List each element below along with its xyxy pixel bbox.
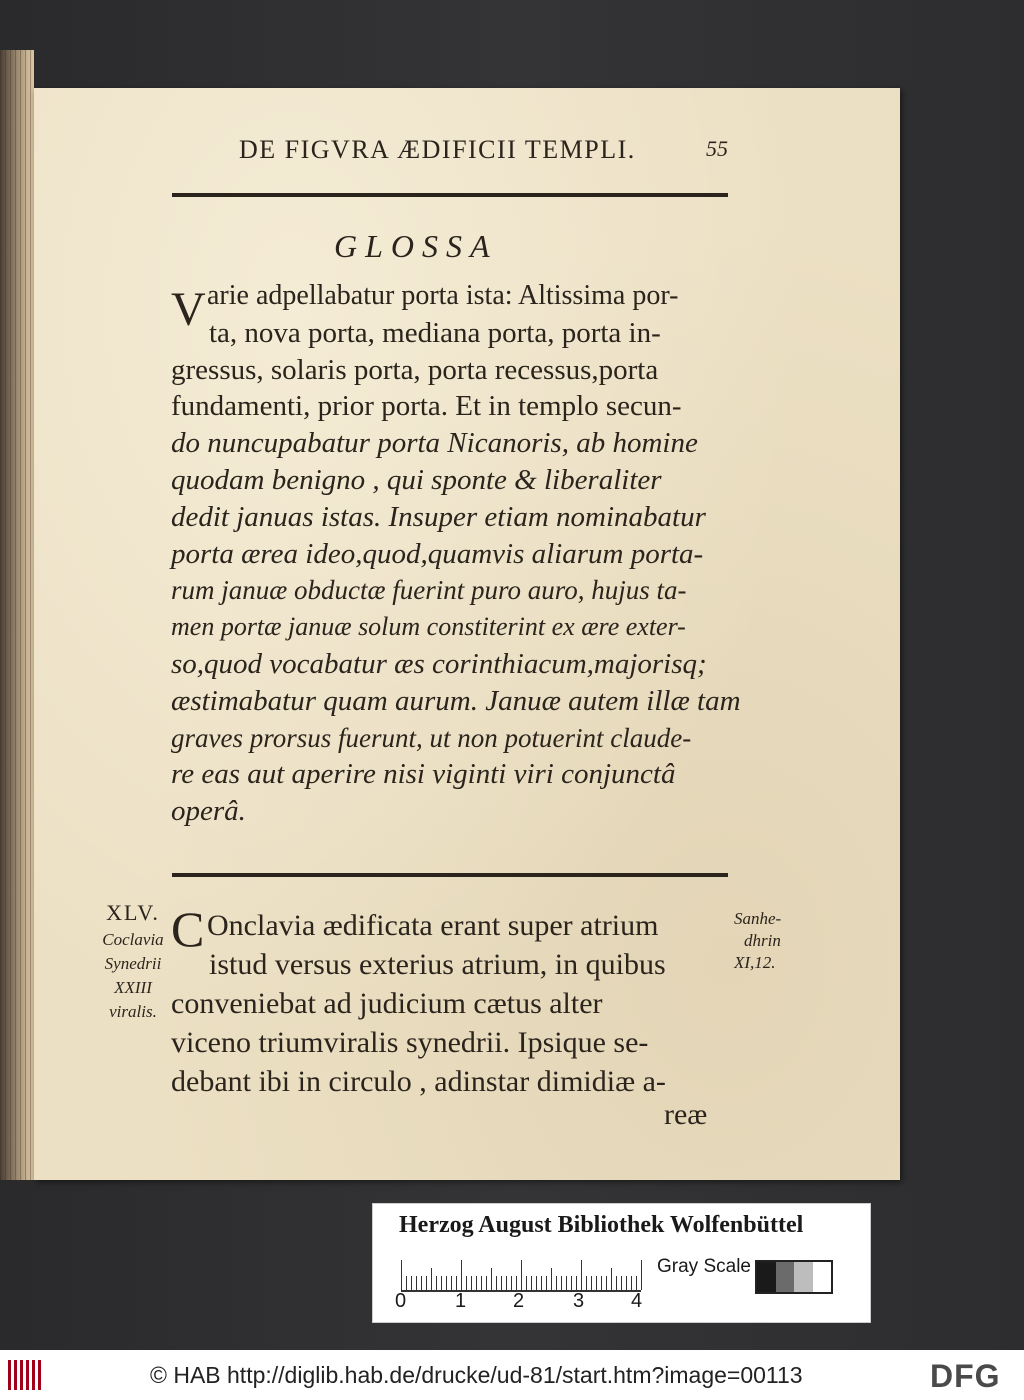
ruler-tick (401, 1260, 402, 1290)
ruler-tick (531, 1276, 532, 1290)
ruler-tick (526, 1276, 527, 1290)
book-page (34, 88, 900, 1180)
ruler-tick (631, 1276, 632, 1290)
ruler-tick (481, 1276, 482, 1290)
ruler-tick (426, 1276, 427, 1290)
gloss-heading: GLOSSA (334, 228, 498, 264)
page-number: 55 (706, 136, 728, 161)
ruler-tick (541, 1276, 542, 1290)
dfg-logo: DFG (930, 1358, 1001, 1394)
ruler-tick (511, 1276, 512, 1290)
gloss-dropcap: V (171, 283, 206, 336)
ruler-tick (611, 1268, 612, 1290)
ruler-tick (616, 1276, 617, 1290)
section-rule (172, 873, 728, 877)
gloss-line: quodam benigno , qui sponte & liberaliter (171, 463, 662, 496)
ruler-tick (536, 1276, 537, 1290)
ruler-tick (491, 1268, 492, 1290)
margin-note-line: Coclavia (102, 930, 164, 949)
ruler-tick (546, 1276, 547, 1290)
gloss-line: operâ. (171, 795, 246, 828)
gloss-line: fundamenti, prior porta. Et in templo secun- (171, 390, 682, 423)
library-name: Herzog August Bibliothek Wolfenbüttel (399, 1212, 804, 1238)
ruler-tick (561, 1276, 562, 1290)
ruler-tick (626, 1276, 627, 1290)
ruler-tick (471, 1276, 472, 1290)
gloss-line: graves prorsus fuerunt, ut non potuerint claude- (171, 722, 692, 753)
gloss-line: porta ærea ideo,quod,quamvis aliarum porta- (171, 537, 704, 570)
gloss-line: dedit januas istas. Insuper etiam nominabatur (171, 500, 706, 533)
hab-logo-icon (8, 1360, 42, 1390)
main-line: conveniebat ad judicium cætus alter (171, 987, 603, 1020)
scale-number: 3 (573, 1290, 585, 1312)
ruler-tick (521, 1260, 522, 1290)
ruler-tick (446, 1276, 447, 1290)
footer-bar (0, 1350, 1024, 1400)
main-text (171, 901, 731, 1101)
gloss-line: æstimabatur quam aurum. Januæ autem illæ tam (171, 684, 741, 717)
margin-note-line: XLV. (106, 900, 160, 925)
main-line: debant ibi in circulo , adinstar dimidiæ a- (171, 1065, 666, 1098)
gloss-line: men portæ januæ solum constiterint ex ære exter- (171, 612, 686, 642)
ruler-tick (571, 1276, 572, 1290)
scale-number: 2 (513, 1290, 525, 1312)
gloss-line: do nuncupabatur porta Nicanoris, ab homine (171, 427, 698, 460)
ruler-tick (406, 1276, 407, 1290)
ruler-tick (641, 1260, 642, 1290)
main-line: istud versus exterius atrium, in quibus (209, 948, 666, 981)
ruler-tick (596, 1276, 597, 1290)
right-margin-note (734, 908, 814, 974)
ruler-tick (461, 1260, 462, 1290)
gray-scale-label: Gray Scale (657, 1256, 751, 1277)
scale-number: 4 (631, 1290, 643, 1312)
gloss-line: re eas aut aperire nisi viginti viri conjunctâ (171, 758, 676, 791)
ruler-tick (621, 1276, 622, 1290)
ruler-tick (606, 1276, 607, 1290)
color-checker-card (372, 1203, 871, 1323)
ruler-tick (516, 1276, 517, 1290)
ruler-tick (441, 1276, 442, 1290)
ruler-tick (576, 1276, 577, 1290)
ruler-tick (431, 1268, 432, 1290)
ruler-tick (601, 1276, 602, 1290)
ruler-tick (581, 1260, 582, 1290)
ruler-tick (551, 1268, 552, 1290)
gloss-line: arie adpellabatur porta ista: Altissima por- (207, 280, 679, 311)
ruler-tick (451, 1276, 452, 1290)
gloss-line: rum januæ obductæ fuerint puro auro, hujus ta- (171, 575, 687, 606)
running-head: DE FIGVRA ÆDIFICII TEMPLI. (239, 135, 636, 164)
main-dropcap: C (171, 901, 205, 957)
ruler-tick (456, 1276, 457, 1290)
book-page-edges (0, 50, 34, 1180)
ruler-tick (416, 1276, 417, 1290)
margin-note-line: dhrin (744, 931, 781, 950)
main-line: Onclavia ædificata erant super atrium (207, 909, 659, 942)
ruler-tick (496, 1276, 497, 1290)
ruler-tick (421, 1276, 422, 1290)
ruler-tick (506, 1276, 507, 1290)
ruler-tick (411, 1276, 412, 1290)
scale-ruler (401, 1258, 641, 1292)
ruler-tick (476, 1276, 477, 1290)
ruler-tick (566, 1276, 567, 1290)
gray-scale-swatches (755, 1260, 833, 1294)
ruler-tick (556, 1276, 557, 1290)
scale-number: 1 (455, 1290, 467, 1312)
ruler-tick (501, 1276, 502, 1290)
margin-note-line: Synedrii (104, 954, 162, 973)
gloss-line: gressus, solaris porta, porta recessus,porta (171, 353, 659, 386)
top-rule (172, 193, 728, 197)
footer-credit-link[interactable]: © HAB http://diglib.hab.de/drucke/ud-81/start.htm?image=00113 (150, 1362, 803, 1388)
gloss-line: so,quod vocabatur æs corinthiacum,majorisq; (171, 647, 707, 680)
ruler-tick (436, 1276, 437, 1290)
ruler-tick (466, 1276, 467, 1290)
ruler-tick (486, 1276, 487, 1290)
gloss-line: ta, nova porta, mediana porta, porta in- (209, 316, 661, 349)
margin-note-line: Sanhe- (734, 909, 782, 928)
margin-note-line: XI,12. (734, 953, 776, 972)
margin-note-line: viralis. (109, 1002, 157, 1021)
ruler-tick (591, 1276, 592, 1290)
ruler-tick (586, 1276, 587, 1290)
catchword: reæ (664, 1098, 708, 1131)
scale-number: 0 (395, 1290, 407, 1312)
ruler-tick (636, 1276, 637, 1290)
main-line: viceno triumviralis synedrii. Ipsique se- (171, 1026, 649, 1059)
margin-note-line: XXIII (114, 978, 152, 997)
gloss-text (171, 278, 741, 830)
